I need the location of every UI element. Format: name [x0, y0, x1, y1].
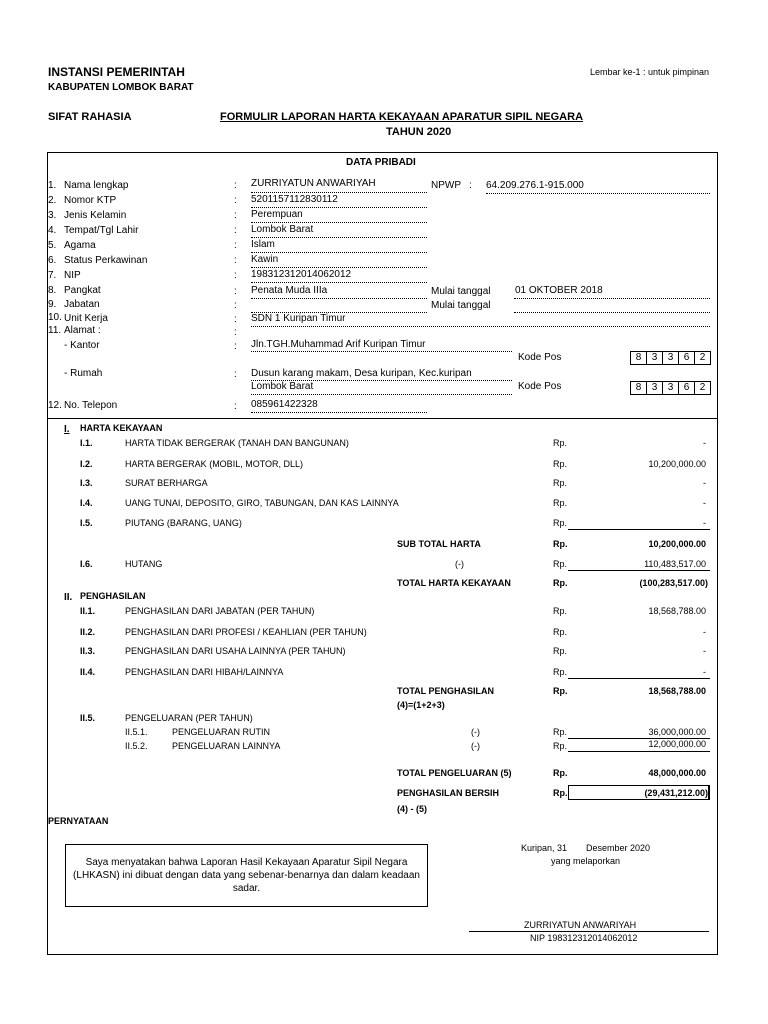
- postal-digit: 8: [630, 351, 647, 365]
- place-date: Kuripan, 31: [521, 843, 568, 853]
- field-label-rank: Pangkat: [64, 285, 101, 296]
- field-label-ktp: Nomor KTP: [64, 195, 117, 206]
- total-expense-label: TOTAL PENGELUARAN (5): [397, 768, 512, 778]
- rp-label: Rp.: [553, 539, 568, 549]
- postal-digit: 8: [630, 381, 647, 395]
- field-value-ktp: 5201157112830112: [251, 194, 338, 205]
- field-num: 3.: [48, 210, 57, 221]
- dotted-line: [486, 193, 710, 194]
- total-income-value: 18,568,788.00: [648, 686, 706, 696]
- postal-digit: 3: [662, 381, 679, 395]
- asset-label: HARTA BERGERAK (MOBIL, MOTOR, DLL): [125, 459, 304, 469]
- asset-code: I.2.: [80, 459, 93, 469]
- expense-value: 36,000,000.00: [648, 727, 706, 737]
- expense-sublabel: PENGELUARAN RUTIN: [172, 727, 271, 737]
- net-income-value: (29,431,212.00): [644, 788, 708, 798]
- asset-value: -: [703, 438, 706, 448]
- signer-nip: NIP 198312312014062012: [530, 933, 638, 943]
- field-value-nip: 198312312014062012: [251, 269, 352, 280]
- net-income-label: PENGHASILAN BERSIH: [397, 788, 500, 798]
- npwp-value: 64.209.276.1-915.000: [486, 180, 584, 191]
- assets-title: HARTA KEKAYAAN: [80, 423, 163, 433]
- field-num: 1.: [48, 180, 57, 191]
- colon: :: [234, 286, 237, 297]
- statement-box: Saya menyatakan bahwa Laporan Hasil Kekayaan Aparatur Sipil Negara (LHKASN) ini dibuat dengan data yang sebenar-benarnya dan dalam keadaan sadar.: [65, 844, 428, 907]
- postal-digit: 3: [646, 351, 663, 365]
- minus-sign: (-): [455, 559, 464, 569]
- home-label: - Rumah: [64, 368, 103, 379]
- asset-value: -: [703, 478, 706, 488]
- field-label-position: Jabatan: [64, 299, 100, 310]
- npwp-colon: :: [469, 180, 472, 191]
- rp-label: Rp.: [553, 686, 568, 696]
- field-value-religion: Islam: [251, 239, 275, 250]
- field-num: 2.: [48, 195, 57, 206]
- asset-code: I.3.: [80, 478, 93, 488]
- home-value-1: Dusun karang makam, Desa kuripan, Kec.kuripan: [251, 368, 472, 379]
- postal-digit: 2: [694, 351, 711, 365]
- expense-code: II.5.: [80, 713, 96, 723]
- dotted-line: [251, 192, 427, 193]
- total-expense-value: 48,000,000.00: [648, 768, 706, 778]
- dotted-line: [251, 298, 427, 299]
- field-value-gender: Perempuan: [251, 209, 303, 220]
- rp-label: Rp.: [553, 606, 568, 616]
- asset-label: HARTA TIDAK BERGERAK (TANAH DAN BANGUNAN): [125, 438, 349, 448]
- colon: :: [234, 255, 237, 266]
- regency-name: KABUPATEN LOMBOK BARAT: [48, 82, 194, 93]
- field-num: 10.: [48, 312, 62, 323]
- field-label-unit: Unit Kerja: [64, 313, 108, 324]
- field-value-rank: Penata Muda IIIa: [251, 285, 328, 296]
- section-divider: [47, 418, 718, 419]
- sum-line: [568, 570, 710, 571]
- income-value: -: [703, 667, 706, 677]
- signer-name: ZURRIYATUN ANWARIYAH: [524, 920, 637, 930]
- reporter-label: yang melaporkan: [551, 856, 621, 866]
- rp-label: Rp.: [553, 478, 568, 488]
- dotted-line: [251, 237, 427, 238]
- postal-digit: 6: [678, 351, 695, 365]
- postal-digit: 6: [678, 381, 695, 395]
- rp-label: Rp.: [553, 459, 568, 469]
- net-income-formula: (4) - (5): [397, 804, 427, 814]
- phone-value: 085961422328: [251, 399, 318, 410]
- field-label-name: Nama lengkap: [64, 180, 129, 191]
- dotted-line: [251, 394, 512, 395]
- office-label: - Kantor: [64, 340, 100, 351]
- asset-value: 10,200,000.00: [648, 459, 706, 469]
- rp-label: Rp.: [553, 559, 568, 569]
- income-value: 18,568,788.00: [648, 606, 706, 616]
- sum-line: [568, 678, 710, 679]
- income-num: II.: [64, 592, 73, 603]
- rp-label: Rp.: [553, 727, 568, 737]
- colon: :: [234, 195, 237, 206]
- asset-label: UANG TUNAI, DEPOSITO, GIRO, TABUNGAN, DAN KAS LAINNYA: [125, 498, 399, 508]
- field-num: 7.: [48, 270, 57, 281]
- phone-num: 12.: [48, 400, 62, 411]
- expense-label: PENGELUARAN (PER TAHUN): [125, 713, 253, 723]
- dotted-line: [514, 298, 710, 299]
- total-assets-label: TOTAL HARTA KEKAYAAN: [397, 578, 511, 588]
- rp-label: Rp.: [553, 667, 568, 677]
- asset-label: PIUTANG (BARANG, UANG): [125, 518, 242, 528]
- income-code: II.3.: [80, 646, 96, 656]
- dotted-line: [251, 412, 427, 413]
- colon: :: [234, 210, 237, 221]
- colon: :: [234, 401, 237, 412]
- postal-digit: 3: [646, 381, 663, 395]
- field-label-marital: Status Perkawinan: [64, 255, 148, 266]
- since-value-1: 01 OKTOBER 2018: [515, 285, 603, 296]
- rp-label: Rp.: [553, 518, 568, 528]
- asset-code: I.4.: [80, 498, 93, 508]
- dotted-line: [514, 312, 710, 313]
- colon: :: [234, 314, 237, 325]
- dotted-line: [251, 222, 427, 223]
- debt-code: I.6.: [80, 559, 93, 569]
- rp-label: Rp.: [553, 741, 568, 751]
- subtotal-label: SUB TOTAL HARTA: [397, 539, 481, 549]
- agency-name: INSTANSI PEMERINTAH: [48, 65, 185, 79]
- rp-label: Rp.: [553, 788, 568, 798]
- colon: :: [234, 300, 237, 311]
- office-value: Jln.TGH.Muhammad Arif Kuripan Timur: [251, 339, 426, 350]
- income-code: II.1.: [80, 606, 96, 616]
- expense-sublabel: PENGELUARAN LAINNYA: [172, 741, 281, 751]
- secrecy-label: SIFAT RAHASIA: [48, 111, 132, 123]
- debt-value: 110,483,517.00: [644, 559, 706, 569]
- field-num: 4.: [48, 225, 57, 236]
- dotted-line: [251, 207, 427, 208]
- field-label-birth: Tempat/Tgl Lahir: [64, 225, 139, 236]
- field-num: 6.: [48, 255, 57, 266]
- subtotal-value: 10,200,000.00: [648, 539, 706, 549]
- sum-line: [568, 751, 710, 752]
- dotted-line: [251, 351, 512, 352]
- total-income-formula: (4)=(1+2+3): [397, 700, 445, 710]
- income-label: PENGHASILAN DARI USAHA LAINNYA (PER TAHUN): [125, 646, 346, 656]
- rp-label: Rp.: [553, 627, 568, 637]
- colon: :: [234, 327, 237, 338]
- field-num: 11.: [48, 325, 62, 336]
- colon: :: [234, 225, 237, 236]
- field-value-birth: Lombok Barat: [251, 224, 314, 235]
- asset-code: I.1.: [80, 438, 93, 448]
- postal-label-home: Kode Pos: [518, 381, 562, 392]
- postal-label-office: Kode Pos: [518, 352, 562, 363]
- asset-code: I.5.: [80, 518, 93, 528]
- income-title: PENGHASILAN: [80, 591, 146, 601]
- colon: :: [234, 369, 237, 380]
- since-label-2: Mulai tanggal: [431, 300, 491, 311]
- debt-label: HUTANG: [125, 559, 163, 569]
- field-value-unit: SDN 1 Kuripan Timur: [251, 313, 346, 324]
- minus-sign: (-): [471, 741, 480, 751]
- dotted-line: [251, 282, 427, 283]
- form-year: TAHUN 2020: [386, 126, 452, 138]
- field-label-gender: Jenis Kelamin: [64, 210, 127, 221]
- income-value: -: [703, 627, 706, 637]
- field-value-marital: Kawin: [251, 254, 279, 265]
- home-value-2: Lombok Barat: [251, 381, 314, 392]
- sheet-note: Lembar ke-1 : untuk pimpinan: [590, 67, 710, 77]
- statement-title: PERNYATAAN: [48, 816, 109, 826]
- field-num: 8.: [48, 285, 57, 296]
- form-title: FORMULIR LAPORAN HARTA KEKAYAAN APARATUR SIPIL NEGARA: [220, 111, 584, 123]
- expense-value: 12,000,000.00: [648, 739, 706, 749]
- colon: :: [234, 240, 237, 251]
- personal-section-title: DATA PRIBADI: [346, 157, 416, 168]
- total-income-label: TOTAL PENGHASILAN: [397, 686, 495, 696]
- minus-sign: (-): [471, 727, 480, 737]
- colon: :: [234, 341, 237, 352]
- total-assets-value: (100,283,517.00): [639, 578, 708, 588]
- income-code: II.2.: [80, 627, 96, 637]
- expense-subcode: II.5.2.: [125, 741, 148, 751]
- asset-value: -: [703, 518, 706, 528]
- income-label: PENGHASILAN DARI PROFESI / KEAHLIAN (PER TAHUN): [125, 627, 367, 637]
- field-label-nip: NIP: [64, 270, 81, 281]
- dotted-line: [251, 252, 427, 253]
- rp-label: Rp.: [553, 498, 568, 508]
- field-value-name: ZURRIYATUN ANWARIYAH: [251, 178, 376, 189]
- income-code: II.4.: [80, 667, 96, 677]
- income-value: -: [703, 646, 706, 656]
- postal-digit: 2: [694, 381, 711, 395]
- npwp-label: NPWP: [431, 180, 461, 191]
- income-label: PENGHASILAN DARI JABATAN (PER TAHUN): [125, 606, 315, 616]
- field-label-address: Alamat :: [64, 325, 101, 336]
- field-num: 9.: [48, 299, 57, 310]
- income-label: PENGHASILAN DARI HIBAH/LAINNYA: [125, 667, 284, 677]
- field-label-religion: Agama: [64, 240, 96, 251]
- sum-line: [568, 529, 710, 530]
- field-num: 5.: [48, 240, 57, 251]
- rp-label: Rp.: [553, 768, 568, 778]
- asset-label: SURAT BERHARGA: [125, 478, 208, 488]
- expense-subcode: II.5.1.: [125, 727, 148, 737]
- dotted-line: [251, 267, 427, 268]
- postal-digit: 3: [662, 351, 679, 365]
- colon: :: [234, 270, 237, 281]
- assets-num: I.: [64, 424, 70, 435]
- rp-label: Rp.: [553, 578, 568, 588]
- dotted-line: [251, 326, 710, 327]
- rp-label: Rp.: [553, 438, 568, 448]
- asset-value: -: [703, 498, 706, 508]
- colon: :: [234, 180, 237, 191]
- rp-label: Rp.: [553, 646, 568, 656]
- phone-label: No. Telepon: [64, 400, 118, 411]
- since-label-1: Mulai tanggal: [431, 286, 491, 297]
- form-frame: [47, 152, 718, 955]
- signature-line: [469, 931, 709, 932]
- month-year: Desember 2020: [586, 843, 651, 853]
